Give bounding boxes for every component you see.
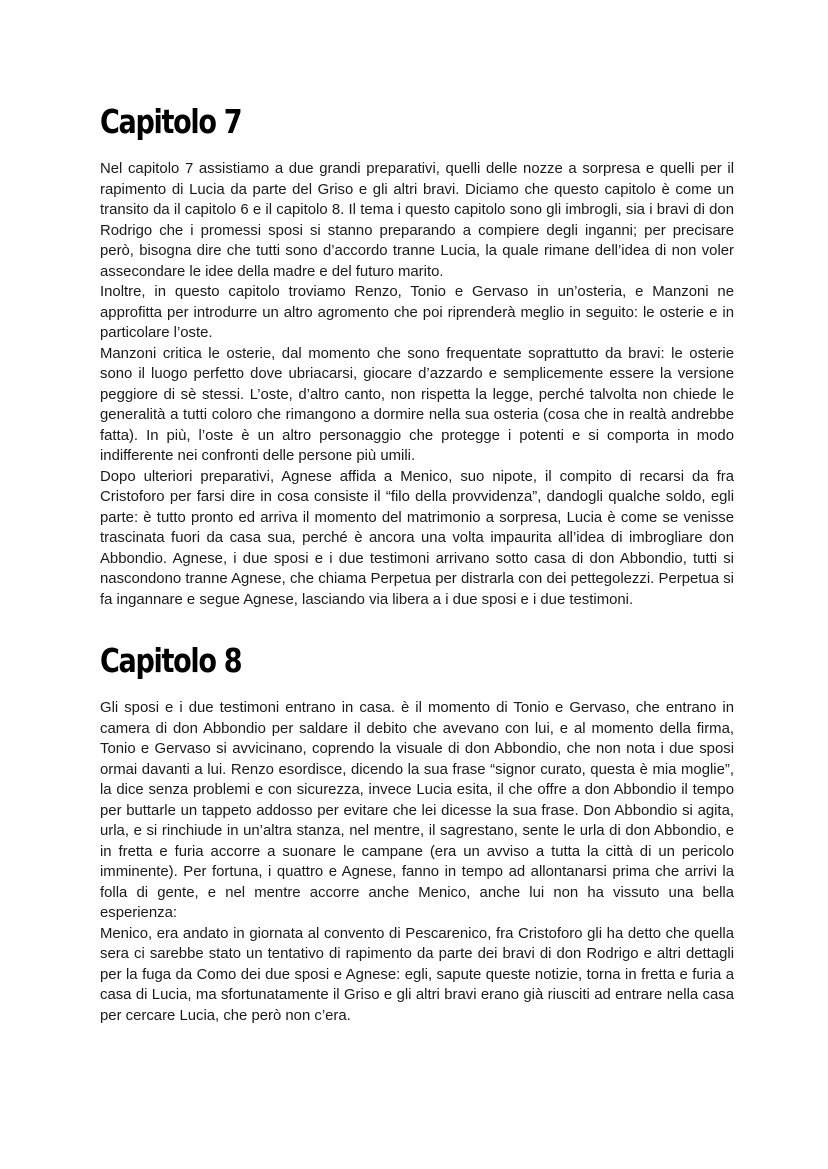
chapter-7-heading: Capitolo 7 (100, 102, 242, 141)
chapter-7-paragraph-1: Nel capitolo 7 assistiamo a due grandi preparativi, quelli delle nozze a sorpresa e quelli per il rapimento di Lucia da parte del Griso e gli altri bravi. Diciamo che questo capitolo è come un transito da il capitolo 6 e il capitolo 8. Il tema i questo capitolo sono gli imbrogli, sia i bravi di don Rodrigo che i promessi sposi si stanno preparando a compiere degli inganni; per precisare però, bisogna dire che tutti sono d’accordo tranne Lucia, la quale rimane dell’idea di non voler assecondare le idee della madre e del futuro marito. (100, 161, 734, 280)
chapter-8-body (100, 698, 734, 1026)
chapter-8-heading: Capitolo 8 (100, 641, 242, 680)
chapter-7-paragraph-2: Inoltre, in questo capitolo troviamo Renzo, Tonio e Gervaso in un’osteria, e Manzoni ne approfitta per introdurre un altro agromento che poi riprenderà meglio in seguito: le osterie e in particolare l’oste. (100, 284, 734, 341)
chapter-7-body (100, 159, 734, 610)
chapter-7-section (100, 98, 734, 610)
chapter-7-paragraph-4: Dopo ulteriori preparativi, Agnese affida a Menico, suo nipote, il compito di recarsi da fra Cristoforo per farsi dire in cosa consiste il “filo della provvidenza”, dandogli qualche soldo, egli parte: è tutto pronto ed arriva il momento del matrimonio a sorpresa, Lucia è come se venisse trascinata fuori da casa sua, perché è ancora una volta impaurita all’idea di imbrogliare don Abbondio. Agnese, i due sposi e i due testimoni arrivano sotto casa di don Abbondio, tutti si nascondono tranne Agnese, che chiama Perpetua per distrarla con dei pettegolezzi. Perpetua si fa ingannare e segue Agnese, lasciando via libera a i due sposi e i due testimoni. (100, 468, 734, 608)
chapter-8-paragraph-1: Gli sposi e i due testimoni entrano in casa. è il momento di Tonio e Gervaso, che entrano in camera di don Abbondio per saldare il debito che avevano con lui, e al momento della firma, Tonio e Gervaso si avvicinano, coprendo la visuale di don Abbondio, che non nota i due sposi ormai davanti a lui. Renzo esordisce, dicendo la sua frase “signor curato, questa è mia moglie”, la dice senza problemi e con sicurezza, invece Lucia esita, il che offre a don Abbondio il tempo per buttarle un tappeto addosso per evitare che lei dicesse la sua frase. Don Abbondio si agita, urla, e si rinchiude in un’altra stanza, nel mentre, il sagrestano, sente le urla di don Abbondio, e in fretta e furia accorre a suonare le campane (era un avviso a tutta la città di un pericolo imminente). Per fortuna, i quattro e Agnese, fanno in tempo ad allontanarsi prima che arrivi la folla di gente, e nel mentre accorre anche Menico, anche lui non ha vissuto una bella esperienza: (100, 700, 734, 921)
chapter-8-paragraph-2: Menico, era andato in giornata al convento di Pescarenico, fra Cristoforo gli ha detto che quella sera ci sarebbe stato un tentativo di rapimento da parte dei bravi di don Rodrigo e altri dettagli per la fuga da Como dei due sposi e Agnese: egli, sapute queste notizie, torna in fretta e furia a casa di Lucia, ma sfortunatamente il Griso e gli altri bravi erano già riusciti ad entrare nella casa per cercare Lucia, che però non c’era. (100, 925, 734, 1024)
chapter-7-paragraph-3: Manzoni critica le osterie, dal momento che sono frequentate soprattutto da bravi: le osterie sono il luogo perfetto dove ubriacarsi, giocare d’azzardo e semplicemente essere la versione peggiore di sè stessi. L’oste, d’altro canto, non rispetta la legge, perché talvolta non chiede le generalità a tutti coloro che rimangono a dormire nella sua osteria (cosa che in realtà andrebbe fatta). In più, l’oste è un altro personaggio che protegge i potenti e si comporta in modo indifferente nei confronti delle persone più umili. (100, 345, 734, 464)
chapter-8-section (100, 637, 734, 1026)
